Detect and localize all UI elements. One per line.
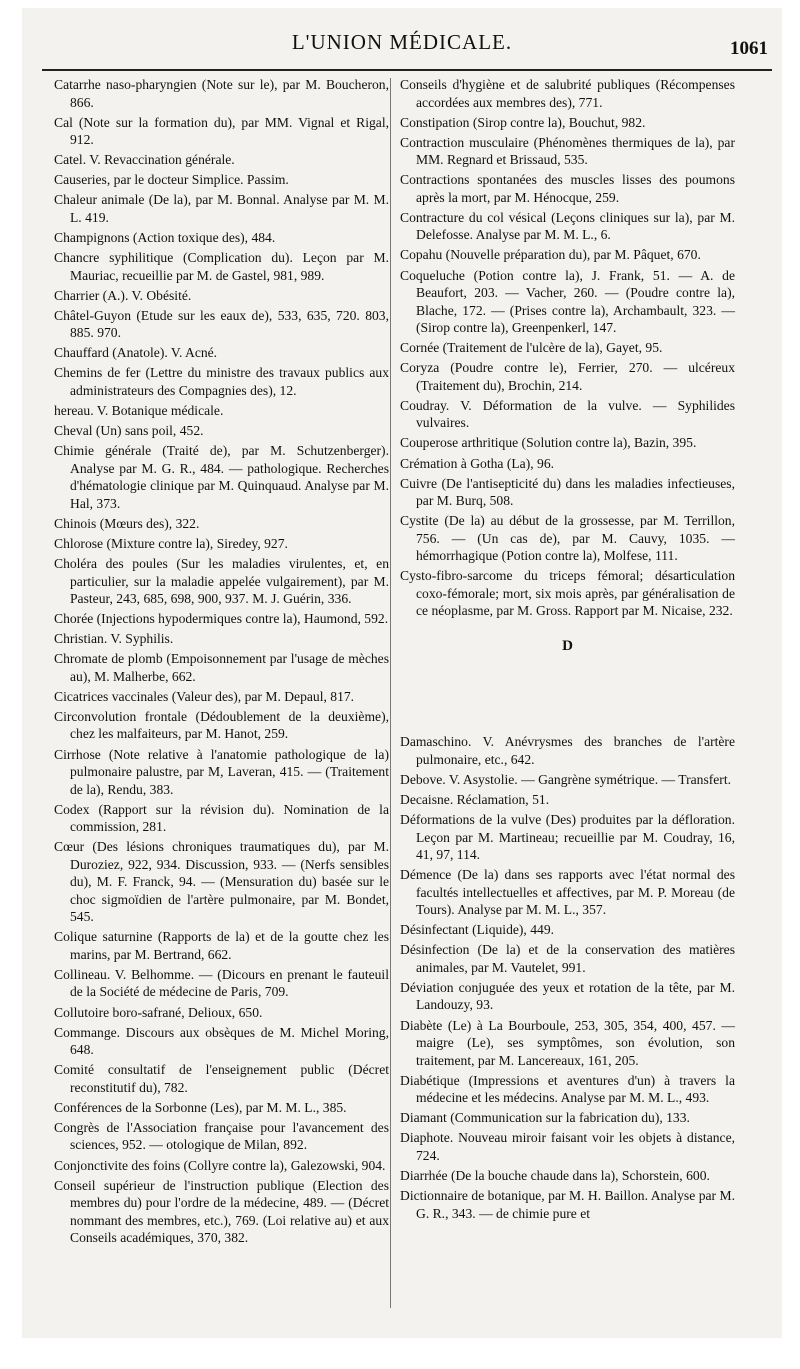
index-entry: Catarrhe naso-pharyngien (Note sur le), par M. Boucheron, 866. [54,77,389,110]
index-entry: Démence (De la) dans ses rapports avec l'état normal des facultés intellectuelles et affectives, par M. P. Moreau (de Tours). Analyse par M. M. L., 357. [400,867,735,918]
index-entry: Conjonctivite des foins (Collyre contre la), Galezowski, 904. [54,1157,386,1173]
index-entry: Colique saturnine (Rapports de la) et de la goutte chez les marins, par M. Bertrand, 662. [54,929,389,962]
index-entry: Diabète (Le) à La Bourboule, 253, 305, 354, 400, 457. — maigre (Le), ses symptômes, son évolution, son traitement, par M. Lancereaux, 161, 205. [400,1017,735,1068]
index-entry: Coryza (Poudre contre le), Ferrier, 270. — ulcéreux (Traitement du), Brochin, 214. [400,360,735,393]
index-entry: Circonvolution frontale (Dédoublement de la deuxième), chez les malfaiteurs, par M. Hanot, 259. [54,708,389,742]
index-entry: Chorée (Injections hypodermiques contre la), Haumond, 592. [54,611,389,627]
page-number: 1061 [730,38,768,59]
index-entry: Christian. V. Syphilis. [54,631,174,647]
index-entry: Contraction musculaire (Phénomènes thermiques de la), par MM. Regnard et Brissaud, 535. [400,134,735,168]
index-page [22,8,782,1338]
index-entry: Couperose arthritique (Solution contre la), Bazin, 395. [400,435,697,451]
index-entry: Chaleur animale (De la), par M. Bonnal. Analyse par M. M. L. 419. [54,192,389,225]
index-entry: Collineau. V. Belhomme. — (Dicours en prenant le fauteuil de la Société de médecine de Paris, 709. [54,966,389,1000]
index-entry: Coqueluche (Potion contre la), J. Frank, 51. — A. de Beaufort, 203. — Vacher, 260. — (Poudre contre la), Blache, 172. — (Prises contre la), Archambault, 323. — (Sirop contre la), Greenpenkerl, 147. [400,267,735,336]
index-entry: Charrier (A.). V. Obésité. [54,287,192,303]
index-entry: Conseil supérieur de l'instruction publique (Election des membres du) pour l'ordre de la médecine, 489. — (Décret nommant des membres, etc.), 769. (Loi relative au) et aux Conseils académiques, 370, 382. [54,1177,389,1246]
index-entry: Contracture du col vésical (Leçons cliniques sur la), par M. Delefosse. Analyse par M. M. L., 6. [400,209,735,243]
index-entry: hereau. V. Botanique médicale. [54,403,224,419]
index-entry: Châtel-Guyon (Etude sur les eaux de), 533, 635, 720. 803, 885. 970. [54,307,389,341]
index-entry: Coudray. V. Déformation de la vulve. — Syphilides vulvaires. [400,397,735,431]
index-entry: Dictionnaire de botanique, par M. H. Baillon. Analyse par M. G. R., 343. — de chimie pure et [400,1188,735,1221]
c-entries [400,76,735,620]
index-entry: Chlorose (Mixture contre la), Siredey, 927. [54,535,288,551]
index-entry: Constipation (Sirop contre la), Bouchut, 982. [400,114,646,130]
index-entry: Chemins de fer (Lettre du ministre des travaux publics aux administrateurs des Compagnies des), 12. [54,365,389,398]
index-entry: Congrès de l'Association française pour l'avancement des sciences, 952. — otologique de Milan, 892. [54,1119,389,1153]
index-entry: Désinfection (De la) et de la conservation des matières animales, par M. Vautelet, 991. [400,942,735,975]
index-entry: Cystite (De la) au début de la grossesse, par M. Terrillon, 756. — (Un cas de), par M. Cauvy, 1035. — hémorrhagique (Potion contre la), Molfese, 111. [400,513,735,564]
index-entry: Damaschino. V. Anévrysmes des branches de l'artère pulmonaire, etc., 642. [400,734,735,767]
section-letter-d: D [562,637,573,654]
index-entry: Diaphote. Nouveau miroir faisant voir les objets à distance, 724. [400,1130,735,1163]
index-entry: Crémation à Gotha (La), 96. [400,455,555,471]
index-entry: Decaisne. Réclamation, 51. [400,792,550,807]
running-title: L'UNION MÉDICALE. [291,30,513,54]
right-column [400,76,735,1225]
index-entry: Chinois (Mœurs des), 322. [54,515,200,531]
index-entry: Diamant (Communication sur la fabrication du), 133. [400,1110,690,1126]
column-divider [390,78,391,1308]
index-entry: Cirrhose (Note relative à l'anatomie pathologique de la) pulmonaire palustre, par M, Laveran, 415. — (Traitement de la), Rendu, 383. [54,746,389,797]
index-entry: Cheval (Un) sans poil, 452. [54,423,204,439]
left-column [54,76,389,1249]
page-header [22,8,782,64]
index-entry: Cœur (Des lésions chroniques traumatiques du), par M. Duroziez, 922, 934. Discussion, 933. — (Nerfs sensibles du), M. F. Franck, 94. — (Mensuration du) basée sur le choc sigmoïdien de l'artère pulmonaire, par M. Bondet, 545. [54,839,389,925]
index-entry: Champignons (Action toxique des), 484. [54,229,276,245]
index-entry: Contractions spontanées des muscles lisses des poumons après la mort, par M. Hénocque, 259. [400,172,735,205]
index-entry: Chromate de plomb (Empoisonnement par l'usage de mèches au), M. Malherbe, 662. [54,651,389,684]
index-entry: Conférences de la Sorbonne (Les), par M. M. L., 385. [54,1099,347,1115]
index-entry: Cornée (Traitement de l'ulcère de la), Gayet, 95. [400,340,663,356]
index-entry: Cal (Note sur la formation du), par MM. Vignal et Rigal, 912. [54,114,389,148]
index-entry: Cuivre (De l'antisepticité du) dans les maladies infectieuses, par M. Burq, 508. [400,475,735,509]
index-entry: Cysto-fibro-sarcome du triceps fémoral; désarticulation coxo-fémorale; mort, six mois après, par généralisation de ce néoplasme, par M. Gross. Rapport par M. Nicaise, 232. [400,568,735,619]
index-entry: Collutoire boro-safrané, Delioux, 650. [54,1004,263,1020]
index-entry: Copahu (Nouvelle préparation du), par M. Pâquet, 670. [400,247,701,263]
header-rule [42,69,772,71]
index-entry: Comité consultatif de l'enseignement public (Décret reconstitutif du), 782. [54,1062,389,1095]
index-entry: Conseils d'hygiène et de salubrité publiques (Récompenses accordées aux membres des), 771. [400,77,735,110]
index-entry: Cicatrices vaccinales (Valeur des), par M. Depaul, 817. [54,688,355,704]
index-entry: Causeries, par le docteur Simplice. Passim. [54,172,289,188]
index-entry: Codex (Rapport sur la révision du). Nomination de la commission, 281. [54,801,389,835]
index-entry: Déviation conjuguée des yeux et rotation de la tête, par M. Landouzy, 93. [400,979,735,1013]
index-entry: Debove. V. Asystolie. — Gangrène symétrique. — Transfert. [400,771,731,787]
index-entry: Chancre syphilitique (Complication du). Leçon par M. Mauriac, recueillie par M. de Gastel, 981, 989. [54,250,389,283]
index-entry: Commange. Discours aux obsèques de M. Michel Moring, 648. [54,1024,389,1058]
index-entry: Chimie générale (Traité de), par M. Schutzenberger). Analyse par M. G. R., 484. — pathologique. Recherches d'hématologie clinique par M. Quinquaud. Analyse par M. Hal, 373. [54,443,389,511]
index-entry: Catel. V. Revaccination générale. [54,152,235,168]
index-entry: Choléra des poules (Sur les maladies virulentes, et, en particulier, sur la maladie appelée vulgairement), par M. Pasteur, 243, 685, 698, 900, 937. M. J. Guérin, 336. [54,556,389,606]
index-entry: Désinfectant (Liquide), 449. [400,922,555,938]
index-entry: Déformations de la vulve (Des) produites par la défloration. Leçon par M. Martineau; recueillie par M. Coudray, 16, 41, 97, 114. [400,812,735,863]
index-entry: Chauffard (Anatole). V. Acné. [54,345,218,361]
index-entry: Diarrhée (De la bouche chaude dans la), Schorstein, 600. [400,1167,710,1183]
d-entries [400,733,735,1222]
index-entry: Diabétique (Impressions et aventures d'un) à travers la médecine et les médecins. Analyse par M. M. L., 493. [400,1072,735,1106]
